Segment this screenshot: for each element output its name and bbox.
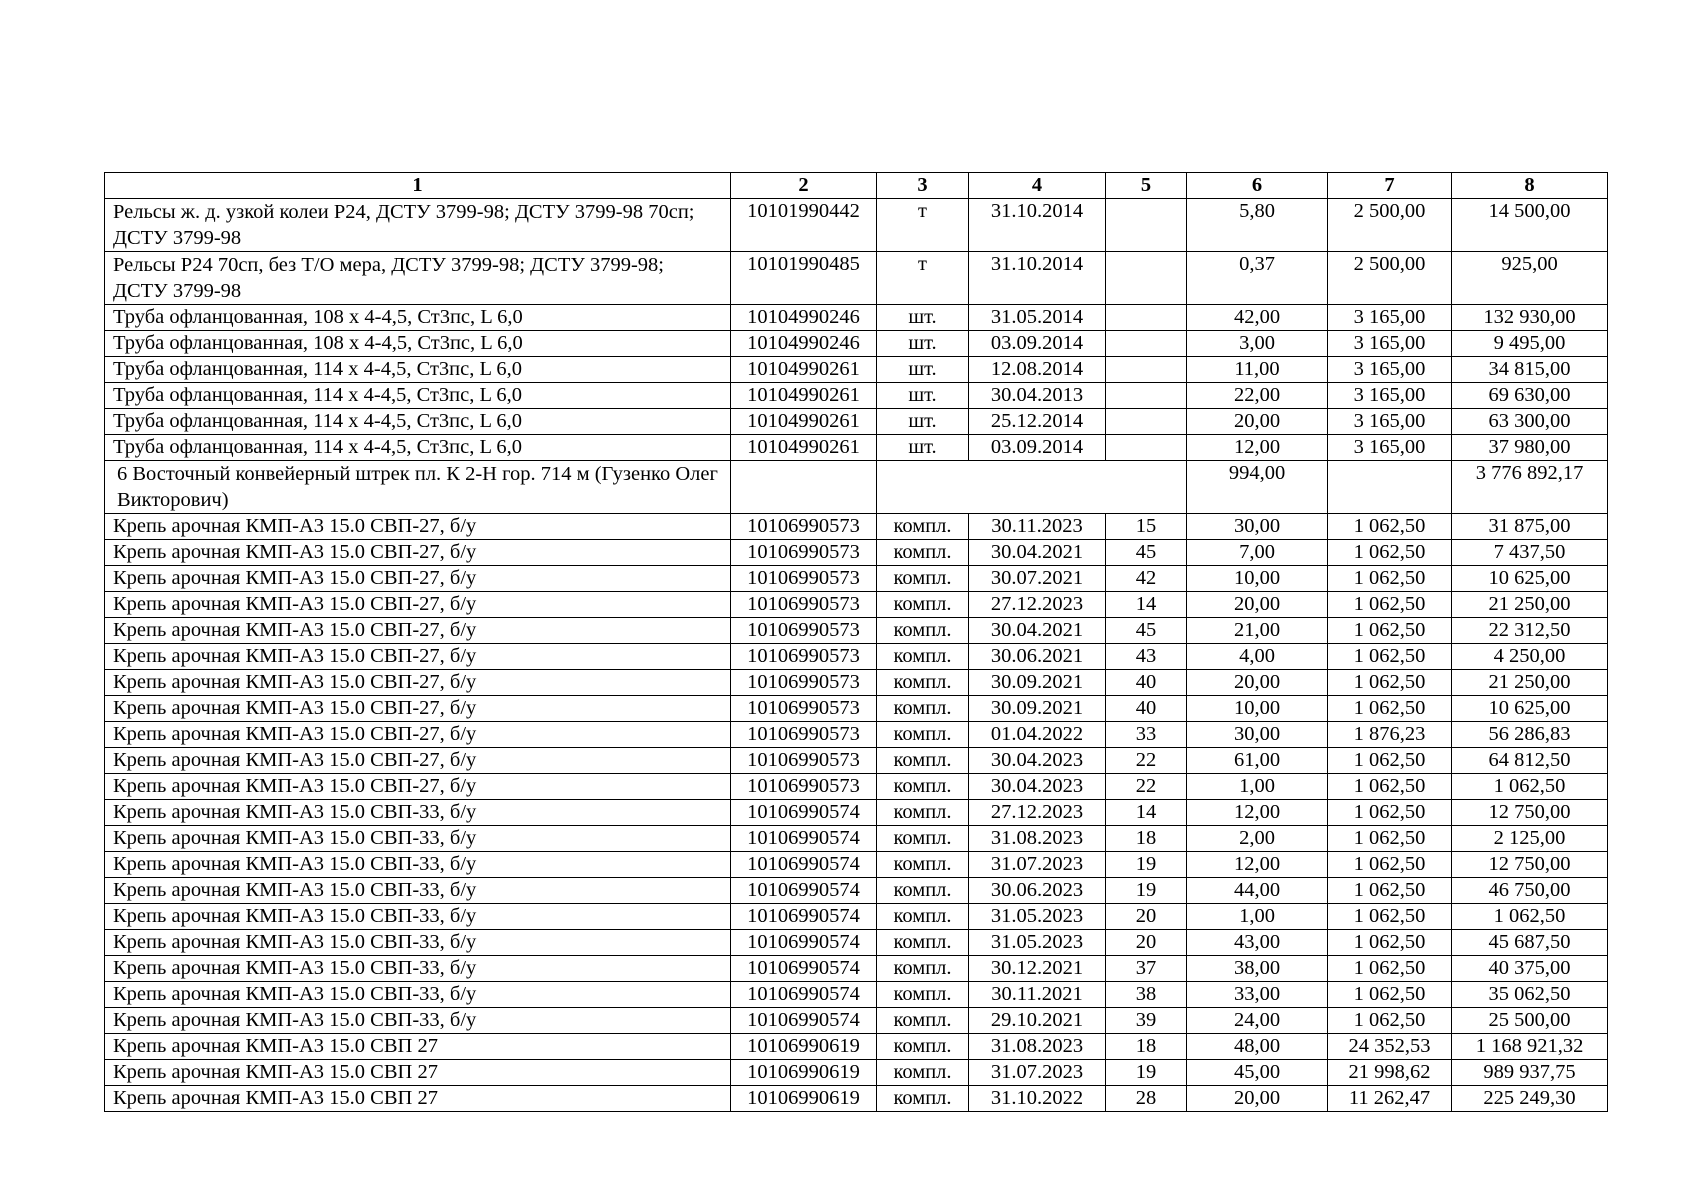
table-body	[105, 199, 1608, 1112]
price-cell: 1 062,50	[1328, 852, 1452, 878]
col5-cell: 22	[1106, 774, 1187, 800]
price-cell: 1 062,50	[1328, 800, 1452, 826]
unit-cell: компл.	[877, 696, 969, 722]
group-quantity-cell: 994,00	[1187, 461, 1328, 514]
date-cell: 30.12.2021	[969, 956, 1106, 982]
sum-cell: 22 312,50	[1452, 618, 1608, 644]
unit-cell: т	[877, 252, 969, 305]
price-cell: 1 062,50	[1328, 1008, 1452, 1034]
unit-cell: компл.	[877, 826, 969, 852]
item-name-cell: Крепь арочная КМП-А3 15.0 СВП-27, б/у	[105, 540, 731, 566]
price-cell: 1 062,50	[1328, 826, 1452, 852]
col5-cell: 19	[1106, 1060, 1187, 1086]
item-code-cell: 10106990619	[731, 1086, 877, 1112]
price-cell: 1 062,50	[1328, 696, 1452, 722]
item-code-cell: 10106990573	[731, 644, 877, 670]
sum-cell: 31 875,00	[1452, 514, 1608, 540]
sum-cell: 12 750,00	[1452, 852, 1608, 878]
quantity-cell: 33,00	[1187, 982, 1328, 1008]
sum-cell: 40 375,00	[1452, 956, 1608, 982]
col5-cell: 18	[1106, 1034, 1187, 1060]
item-name-cell: Крепь арочная КМП-А3 15.0 СВП 27	[105, 1034, 731, 1060]
table-row	[105, 566, 1608, 592]
quantity-cell: 20,00	[1187, 409, 1328, 435]
unit-cell: компл.	[877, 748, 969, 774]
unit-cell: компл.	[877, 566, 969, 592]
price-cell: 1 062,50	[1328, 514, 1452, 540]
item-code-cell: 10106990573	[731, 748, 877, 774]
table-row	[105, 618, 1608, 644]
item-code-cell: 10106990574	[731, 852, 877, 878]
date-cell: 31.10.2014	[969, 252, 1106, 305]
col5-cell: 20	[1106, 930, 1187, 956]
price-cell: 3 165,00	[1328, 409, 1452, 435]
col5-cell: 40	[1106, 670, 1187, 696]
price-cell: 1 062,50	[1328, 748, 1452, 774]
item-name-cell: Крепь арочная КМП-А3 15.0 СВП-33, б/у	[105, 956, 731, 982]
item-name-cell: Крепь арочная КМП-А3 15.0 СВП-33, б/у	[105, 800, 731, 826]
date-cell: 31.10.2022	[969, 1086, 1106, 1112]
item-name-cell: Рельсы ж. д. узкой колеи Р24, ДСТУ 3799-98; ДСТУ 3799-98 70сп; ДСТУ 3799-98	[105, 199, 731, 252]
col5-cell: 37	[1106, 956, 1187, 982]
table-row	[105, 383, 1608, 409]
table-row	[105, 409, 1608, 435]
price-cell: 1 062,50	[1328, 774, 1452, 800]
price-cell: 3 165,00	[1328, 435, 1452, 461]
table-row	[105, 800, 1608, 826]
item-code-cell: 10106990573	[731, 696, 877, 722]
quantity-cell: 21,00	[1187, 618, 1328, 644]
item-name-cell: Труба офланцованная, 114 х 4-4,5, Ст3пс, L 6,0	[105, 357, 731, 383]
table-row	[105, 252, 1608, 305]
col5-cell: 19	[1106, 852, 1187, 878]
sum-cell: 37 980,00	[1452, 435, 1608, 461]
table-row	[105, 904, 1608, 930]
item-code-cell: 10106990574	[731, 956, 877, 982]
date-cell: 30.07.2021	[969, 566, 1106, 592]
item-name-cell: Крепь арочная КМП-А3 15.0 СВП-27, б/у	[105, 670, 731, 696]
col5-cell: 43	[1106, 644, 1187, 670]
price-cell: 3 165,00	[1328, 331, 1452, 357]
sum-cell: 14 500,00	[1452, 199, 1608, 252]
sum-cell: 9 495,00	[1452, 331, 1608, 357]
unit-cell: компл.	[877, 852, 969, 878]
price-cell: 1 062,50	[1328, 566, 1452, 592]
unit-cell: шт.	[877, 331, 969, 357]
sum-cell: 45 687,50	[1452, 930, 1608, 956]
date-cell: 31.05.2023	[969, 904, 1106, 930]
sum-cell: 63 300,00	[1452, 409, 1608, 435]
table-row	[105, 878, 1608, 904]
item-name-cell: Крепь арочная КМП-А3 15.0 СВП-33, б/у	[105, 1008, 731, 1034]
quantity-cell: 7,00	[1187, 540, 1328, 566]
item-code-cell: 10106990574	[731, 982, 877, 1008]
col5-cell: 39	[1106, 1008, 1187, 1034]
date-cell: 12.08.2014	[969, 357, 1106, 383]
quantity-cell: 22,00	[1187, 383, 1328, 409]
quantity-cell: 1,00	[1187, 904, 1328, 930]
sum-cell: 46 750,00	[1452, 878, 1608, 904]
quantity-cell: 45,00	[1187, 1060, 1328, 1086]
sum-cell: 989 937,75	[1452, 1060, 1608, 1086]
unit-cell: компл.	[877, 930, 969, 956]
price-cell: 1 062,50	[1328, 930, 1452, 956]
item-name-cell: Крепь арочная КМП-А3 15.0 СВП-27, б/у	[105, 748, 731, 774]
date-cell: 30.04.2021	[969, 618, 1106, 644]
inventory-sheet	[104, 172, 1608, 1112]
quantity-cell: 3,00	[1187, 331, 1328, 357]
unit-cell: т	[877, 199, 969, 252]
sum-cell: 69 630,00	[1452, 383, 1608, 409]
date-cell: 31.08.2023	[969, 1034, 1106, 1060]
quantity-cell: 20,00	[1187, 592, 1328, 618]
unit-cell: компл.	[877, 904, 969, 930]
table-row	[105, 592, 1608, 618]
inventory-table	[104, 172, 1608, 1112]
col5-cell: 45	[1106, 540, 1187, 566]
col5-cell: 33	[1106, 722, 1187, 748]
table-row	[105, 357, 1608, 383]
date-cell: 30.04.2023	[969, 748, 1106, 774]
price-cell: 3 165,00	[1328, 357, 1452, 383]
item-name-cell: Крепь арочная КМП-А3 15.0 СВП 27	[105, 1086, 731, 1112]
table-row	[105, 982, 1608, 1008]
quantity-cell: 10,00	[1187, 566, 1328, 592]
col5-cell: 40	[1106, 696, 1187, 722]
unit-cell: шт.	[877, 383, 969, 409]
sum-cell: 64 812,50	[1452, 748, 1608, 774]
item-name-cell: Труба офланцованная, 108 х 4-4,5, Ст3пс, L 6,0	[105, 331, 731, 357]
item-name-cell: Крепь арочная КМП-А3 15.0 СВП-27, б/у	[105, 722, 731, 748]
item-name-cell: Труба офланцованная, 108 х 4-4,5, Ст3пс, L 6,0	[105, 305, 731, 331]
col5-cell	[1106, 305, 1187, 331]
sum-cell: 10 625,00	[1452, 696, 1608, 722]
item-code-cell: 10104990246	[731, 331, 877, 357]
date-cell: 30.06.2021	[969, 644, 1106, 670]
price-cell: 3 165,00	[1328, 305, 1452, 331]
date-cell: 27.12.2023	[969, 800, 1106, 826]
item-name-cell: Труба офланцованная, 114 х 4-4,5, Ст3пс, L 6,0	[105, 383, 731, 409]
item-code-cell: 10106990619	[731, 1060, 877, 1086]
group-name-cell: 6 Восточный конвейерный штрек пл. К 2-Н гор. 714 м (Гузенко Олег Викторович)	[105, 461, 731, 514]
item-code-cell: 10106990573	[731, 540, 877, 566]
sum-cell: 12 750,00	[1452, 800, 1608, 826]
col5-cell	[1106, 409, 1187, 435]
table-header-row	[105, 173, 1608, 199]
col5-cell: 22	[1106, 748, 1187, 774]
table-row	[105, 826, 1608, 852]
column-header: 6	[1187, 173, 1328, 199]
price-cell: 2 500,00	[1328, 252, 1452, 305]
item-name-cell: Труба офланцованная, 114 х 4-4,5, Ст3пс, L 6,0	[105, 435, 731, 461]
unit-cell: компл.	[877, 540, 969, 566]
item-code-cell: 10106990574	[731, 930, 877, 956]
table-row	[105, 1060, 1608, 1086]
quantity-cell: 4,00	[1187, 644, 1328, 670]
table-row	[105, 305, 1608, 331]
date-cell: 31.07.2023	[969, 1060, 1106, 1086]
group-sum-cell: 3 776 892,17	[1452, 461, 1608, 514]
table-row	[105, 748, 1608, 774]
unit-cell: компл.	[877, 1086, 969, 1112]
item-code-cell: 10106990619	[731, 1034, 877, 1060]
col5-cell	[1106, 435, 1187, 461]
quantity-cell: 10,00	[1187, 696, 1328, 722]
quantity-cell: 11,00	[1187, 357, 1328, 383]
sum-cell: 1 168 921,32	[1452, 1034, 1608, 1060]
item-name-cell: Труба офланцованная, 114 х 4-4,5, Ст3пс, L 6,0	[105, 409, 731, 435]
col5-cell: 15	[1106, 514, 1187, 540]
quantity-cell: 5,80	[1187, 199, 1328, 252]
sum-cell: 132 930,00	[1452, 305, 1608, 331]
table-row	[105, 1086, 1608, 1112]
table-row	[105, 696, 1608, 722]
price-cell: 1 876,23	[1328, 722, 1452, 748]
item-code-cell: 10106990573	[731, 514, 877, 540]
item-code-cell: 10104990261	[731, 383, 877, 409]
table-row	[105, 199, 1608, 252]
group-subtotal-row	[105, 461, 1608, 514]
table-row	[105, 852, 1608, 878]
item-code-cell: 10106990574	[731, 904, 877, 930]
table-row	[105, 1008, 1608, 1034]
quantity-cell: 12,00	[1187, 852, 1328, 878]
price-cell: 1 062,50	[1328, 644, 1452, 670]
item-code-cell: 10101990485	[731, 252, 877, 305]
sum-cell: 2 125,00	[1452, 826, 1608, 852]
item-name-cell: Крепь арочная КМП-А3 15.0 СВП-33, б/у	[105, 904, 731, 930]
unit-cell: компл.	[877, 1060, 969, 1086]
sum-cell: 4 250,00	[1452, 644, 1608, 670]
quantity-cell: 2,00	[1187, 826, 1328, 852]
price-cell: 1 062,50	[1328, 618, 1452, 644]
quantity-cell: 24,00	[1187, 1008, 1328, 1034]
unit-cell: компл.	[877, 592, 969, 618]
item-code-cell: 10106990573	[731, 774, 877, 800]
date-cell: 30.09.2021	[969, 696, 1106, 722]
unit-cell: компл.	[877, 722, 969, 748]
col5-cell	[1106, 357, 1187, 383]
item-code-cell: 10106990574	[731, 826, 877, 852]
price-cell: 1 062,50	[1328, 878, 1452, 904]
table-row	[105, 670, 1608, 696]
item-name-cell: Крепь арочная КМП-А3 15.0 СВП-27, б/у	[105, 696, 731, 722]
item-code-cell: 10104990261	[731, 357, 877, 383]
date-cell: 30.11.2023	[969, 514, 1106, 540]
unit-cell: компл.	[877, 878, 969, 904]
date-cell: 31.07.2023	[969, 852, 1106, 878]
sum-cell: 56 286,83	[1452, 722, 1608, 748]
sum-cell: 7 437,50	[1452, 540, 1608, 566]
sum-cell: 21 250,00	[1452, 592, 1608, 618]
column-header: 5	[1106, 173, 1187, 199]
date-cell: 01.04.2022	[969, 722, 1106, 748]
table-row	[105, 331, 1608, 357]
col5-cell: 38	[1106, 982, 1187, 1008]
quantity-cell: 12,00	[1187, 435, 1328, 461]
item-name-cell: Крепь арочная КМП-А3 15.0 СВП-27, б/у	[105, 566, 731, 592]
col5-cell	[1106, 199, 1187, 252]
quantity-cell: 43,00	[1187, 930, 1328, 956]
quantity-cell: 20,00	[1187, 1086, 1328, 1112]
item-code-cell: 10104990246	[731, 305, 877, 331]
item-name-cell: Крепь арочная КМП-А3 15.0 СВП-33, б/у	[105, 878, 731, 904]
item-code-cell: 10101990442	[731, 199, 877, 252]
quantity-cell: 44,00	[1187, 878, 1328, 904]
date-cell: 30.06.2023	[969, 878, 1106, 904]
item-name-cell: Крепь арочная КМП-А3 15.0 СВП-33, б/у	[105, 826, 731, 852]
table-row	[105, 514, 1608, 540]
table-row	[105, 956, 1608, 982]
item-code-cell: 10106990574	[731, 878, 877, 904]
col5-cell: 19	[1106, 878, 1187, 904]
unit-cell: компл.	[877, 644, 969, 670]
date-cell: 03.09.2014	[969, 435, 1106, 461]
item-code-cell: 10106990573	[731, 722, 877, 748]
price-cell: 2 500,00	[1328, 199, 1452, 252]
unit-cell: шт.	[877, 409, 969, 435]
price-cell: 1 062,50	[1328, 670, 1452, 696]
date-cell: 30.04.2023	[969, 774, 1106, 800]
unit-cell: компл.	[877, 956, 969, 982]
item-code-cell: 10106990573	[731, 592, 877, 618]
table-row	[105, 1034, 1608, 1060]
quantity-cell: 30,00	[1187, 722, 1328, 748]
price-cell: 11 262,47	[1328, 1086, 1452, 1112]
sum-cell: 34 815,00	[1452, 357, 1608, 383]
quantity-cell: 42,00	[1187, 305, 1328, 331]
unit-cell: компл.	[877, 1034, 969, 1060]
column-header: 1	[105, 173, 731, 199]
item-code-cell: 10106990574	[731, 800, 877, 826]
col5-cell: 45	[1106, 618, 1187, 644]
table-row	[105, 930, 1608, 956]
item-code-cell: 10104990261	[731, 435, 877, 461]
date-cell: 30.11.2021	[969, 982, 1106, 1008]
item-name-cell: Крепь арочная КМП-А3 15.0 СВП-27, б/у	[105, 774, 731, 800]
empty-cell	[877, 461, 1187, 514]
quantity-cell: 1,00	[1187, 774, 1328, 800]
col5-cell: 14	[1106, 800, 1187, 826]
item-name-cell: Крепь арочная КМП-А3 15.0 СВП-27, б/у	[105, 644, 731, 670]
empty-cell	[731, 461, 877, 514]
sum-cell: 225 249,30	[1452, 1086, 1608, 1112]
table-row	[105, 435, 1608, 461]
unit-cell: компл.	[877, 514, 969, 540]
date-cell: 30.04.2013	[969, 383, 1106, 409]
item-name-cell: Крепь арочная КМП-А3 15.0 СВП 27	[105, 1060, 731, 1086]
table-row	[105, 540, 1608, 566]
col5-cell: 14	[1106, 592, 1187, 618]
unit-cell: компл.	[877, 618, 969, 644]
date-cell: 30.04.2021	[969, 540, 1106, 566]
item-name-cell: Крепь арочная КМП-А3 15.0 СВП-33, б/у	[105, 930, 731, 956]
item-code-cell: 10106990573	[731, 566, 877, 592]
item-name-cell: Крепь арочная КМП-А3 15.0 СВП-33, б/у	[105, 982, 731, 1008]
unit-cell: компл.	[877, 670, 969, 696]
col5-cell: 28	[1106, 1086, 1187, 1112]
unit-cell: шт.	[877, 435, 969, 461]
date-cell: 31.05.2014	[969, 305, 1106, 331]
empty-cell	[1328, 461, 1452, 514]
sum-cell: 1 062,50	[1452, 904, 1608, 930]
unit-cell: компл.	[877, 1008, 969, 1034]
item-name-cell: Рельсы Р24 70сп, без Т/О мера, ДСТУ 3799-98; ДСТУ 3799-98; ДСТУ 3799-98	[105, 252, 731, 305]
col5-cell: 18	[1106, 826, 1187, 852]
quantity-cell: 48,00	[1187, 1034, 1328, 1060]
quantity-cell: 0,37	[1187, 252, 1328, 305]
quantity-cell: 38,00	[1187, 956, 1328, 982]
item-name-cell: Крепь арочная КМП-А3 15.0 СВП-27, б/у	[105, 618, 731, 644]
quantity-cell: 61,00	[1187, 748, 1328, 774]
item-code-cell: 10106990574	[731, 1008, 877, 1034]
table-row	[105, 644, 1608, 670]
date-cell: 31.05.2023	[969, 930, 1106, 956]
item-code-cell: 10106990573	[731, 618, 877, 644]
price-cell: 1 062,50	[1328, 540, 1452, 566]
date-cell: 29.10.2021	[969, 1008, 1106, 1034]
price-cell: 24 352,53	[1328, 1034, 1452, 1060]
date-cell: 30.09.2021	[969, 670, 1106, 696]
sum-cell: 10 625,00	[1452, 566, 1608, 592]
item-code-cell: 10104990261	[731, 409, 877, 435]
column-header: 4	[969, 173, 1106, 199]
col5-cell: 42	[1106, 566, 1187, 592]
date-cell: 31.08.2023	[969, 826, 1106, 852]
sum-cell: 25 500,00	[1452, 1008, 1608, 1034]
date-cell: 31.10.2014	[969, 199, 1106, 252]
date-cell: 03.09.2014	[969, 331, 1106, 357]
price-cell: 1 062,50	[1328, 956, 1452, 982]
unit-cell: компл.	[877, 982, 969, 1008]
unit-cell: шт.	[877, 357, 969, 383]
column-header: 7	[1328, 173, 1452, 199]
unit-cell: компл.	[877, 800, 969, 826]
unit-cell: компл.	[877, 774, 969, 800]
date-cell: 27.12.2023	[969, 592, 1106, 618]
sum-cell: 925,00	[1452, 252, 1608, 305]
quantity-cell: 20,00	[1187, 670, 1328, 696]
item-code-cell: 10106990573	[731, 670, 877, 696]
item-name-cell: Крепь арочная КМП-А3 15.0 СВП-27, б/у	[105, 514, 731, 540]
col5-cell: 20	[1106, 904, 1187, 930]
unit-cell: шт.	[877, 305, 969, 331]
price-cell: 3 165,00	[1328, 383, 1452, 409]
price-cell: 1 062,50	[1328, 592, 1452, 618]
table-row	[105, 774, 1608, 800]
item-name-cell: Крепь арочная КМП-А3 15.0 СВП-27, б/у	[105, 592, 731, 618]
price-cell: 1 062,50	[1328, 904, 1452, 930]
col5-cell	[1106, 331, 1187, 357]
column-header: 3	[877, 173, 969, 199]
date-cell: 25.12.2014	[969, 409, 1106, 435]
table-row	[105, 722, 1608, 748]
sum-cell: 21 250,00	[1452, 670, 1608, 696]
column-header: 2	[731, 173, 877, 199]
col5-cell	[1106, 383, 1187, 409]
col5-cell	[1106, 252, 1187, 305]
sum-cell: 35 062,50	[1452, 982, 1608, 1008]
sum-cell: 1 062,50	[1452, 774, 1608, 800]
price-cell: 1 062,50	[1328, 982, 1452, 1008]
item-name-cell: Крепь арочная КМП-А3 15.0 СВП-33, б/у	[105, 852, 731, 878]
column-header: 8	[1452, 173, 1608, 199]
price-cell: 21 998,62	[1328, 1060, 1452, 1086]
quantity-cell: 30,00	[1187, 514, 1328, 540]
quantity-cell: 12,00	[1187, 800, 1328, 826]
